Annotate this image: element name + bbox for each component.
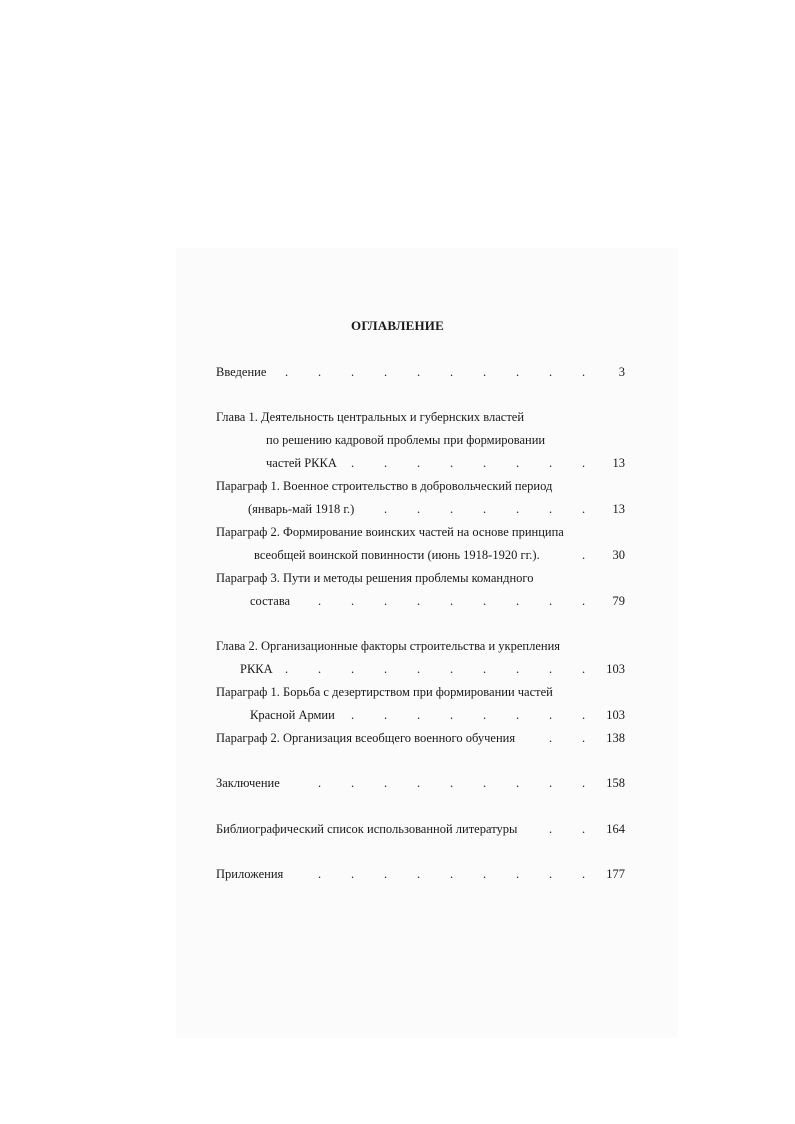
toc-entry-chapter-1: Глава 1. Деятельность центральных и губернских властей: [216, 410, 525, 424]
toc-entry-introduction: Введение: [216, 365, 267, 379]
toc-page-number: 158: [606, 776, 625, 790]
toc-entry-section-1-3-cont: состава: [250, 594, 291, 608]
leader-dot: .: [549, 662, 553, 676]
leader-dot: .: [351, 594, 355, 608]
leader-dot: .: [384, 502, 388, 516]
toc-entry-section-1-1-cont: (январь-май 1918 г.): [248, 502, 355, 516]
leader-dot: .: [384, 662, 388, 676]
toc-entry-section-1-1: Параграф 1. Военное строительство в добровольческий период: [216, 479, 553, 493]
leader-dot: .: [417, 594, 421, 608]
leader-dot: .: [384, 776, 388, 790]
leader-dot: .: [450, 776, 454, 790]
leader-dot: .: [483, 662, 487, 676]
leader-dot: .: [582, 365, 586, 379]
leader-dot: .: [318, 867, 322, 881]
leader-dot: .: [516, 708, 520, 722]
leader-dot: .: [450, 502, 454, 516]
leader-dot: .: [483, 776, 487, 790]
leader-dot: .: [318, 776, 322, 790]
toc-page-number: 79: [612, 594, 625, 608]
leader-dot: .: [450, 662, 454, 676]
page-title: ОГЛАВЛЕНИЕ: [351, 318, 444, 333]
leader-dot: .: [384, 708, 388, 722]
leader-dot: .: [516, 662, 520, 676]
leader-dot: .: [549, 731, 553, 745]
leader-dot: .: [417, 776, 421, 790]
leader-dot: .: [516, 456, 520, 470]
leader-dot: .: [450, 708, 454, 722]
toc-page-number: 177: [606, 867, 625, 881]
leader-dot: .: [318, 594, 322, 608]
toc-page-number: 138: [606, 731, 625, 745]
leader-dot: .: [417, 662, 421, 676]
leader-dot: .: [450, 365, 454, 379]
leader-dot: .: [516, 502, 520, 516]
leader-dot: .: [351, 456, 355, 470]
leader-dot: .: [318, 365, 322, 379]
leader-dot: .: [549, 365, 553, 379]
toc-entry-chapter-1-cont: частей РККА: [266, 456, 337, 470]
leader-dot: .: [417, 502, 421, 516]
toc-page-number: 164: [606, 822, 625, 836]
leader-dot: .: [351, 365, 355, 379]
toc-entry-chapter-2-cont: РККА: [240, 662, 273, 676]
leader-dot: .: [417, 456, 421, 470]
toc-entry-chapter-2: Глава 2. Организационные факторы строительства и укрепления: [216, 639, 561, 653]
leader-dot: .: [549, 594, 553, 608]
leader-dot: .: [417, 708, 421, 722]
leader-dot: .: [516, 594, 520, 608]
leader-dot: .: [318, 662, 322, 676]
leader-dot: .: [582, 776, 586, 790]
leader-dot: .: [450, 456, 454, 470]
leader-dot: .: [351, 708, 355, 722]
toc-page-number: 13: [612, 502, 625, 516]
leader-dot: .: [483, 502, 487, 516]
toc-entry-section-2-1: Параграф 1. Борьба с дезертирством при формировании частей: [216, 685, 553, 699]
leader-dot: .: [384, 456, 388, 470]
leader-dot: .: [450, 594, 454, 608]
leader-dot: .: [549, 776, 553, 790]
toc-entry-section-2-2: Параграф 2. Организация всеобщего военного обучения: [216, 731, 516, 745]
leader-dot: .: [516, 365, 520, 379]
leader-dot: .: [483, 708, 487, 722]
toc-page-number: 3: [618, 365, 625, 379]
leader-dot: .: [384, 867, 388, 881]
leader-dot: .: [516, 776, 520, 790]
leader-dot: .: [549, 708, 553, 722]
toc-page-number: 103: [606, 662, 625, 676]
leader-dot: .: [417, 365, 421, 379]
toc-page-number: 103: [606, 708, 625, 722]
leader-dot: .: [351, 776, 355, 790]
leader-dot: .: [483, 365, 487, 379]
toc-entry-conclusion: Заключение: [216, 776, 280, 790]
toc-entry-section-1-3: Параграф 3. Пути и методы решения проблемы командного: [216, 571, 534, 585]
toc-entry-section-1-2: Параграф 2. Формирование воинских частей на основе принципа: [216, 525, 564, 539]
leader-dot: .: [582, 456, 586, 470]
leader-dot: .: [351, 662, 355, 676]
toc-page-number: 13: [612, 456, 625, 470]
leader-dot: .: [582, 867, 586, 881]
leader-dot: .: [549, 456, 553, 470]
leader-dot: .: [582, 662, 586, 676]
leader-dot: .: [483, 456, 487, 470]
leader-dot: .: [450, 867, 454, 881]
leader-dot: .: [516, 867, 520, 881]
leader-dot: .: [582, 548, 586, 562]
leader-dot: .: [351, 867, 355, 881]
leader-dot: .: [417, 867, 421, 881]
leader-dot: .: [549, 822, 553, 836]
toc-entry-bibliography: Библиографический список использованной литературы: [216, 822, 518, 836]
leader-dot: .: [549, 867, 553, 881]
toc-entry-appendices: Приложения: [216, 867, 284, 881]
toc-entry-section-1-2-cont: всеобщей воинской повинности (июнь 1918-1920 гг.).: [254, 548, 540, 562]
leader-dot: .: [384, 594, 388, 608]
toc-entry-section-2-1-cont: Красной Армии: [250, 708, 335, 722]
toc-entry-chapter-1-cont: по решению кадровой проблемы при формировании: [266, 433, 546, 447]
leader-dot: .: [285, 662, 289, 676]
toc-page-number: 30: [612, 548, 625, 562]
leader-dot: .: [582, 822, 586, 836]
leader-dot: .: [285, 365, 289, 379]
leader-dot: .: [582, 708, 586, 722]
leader-dot: .: [384, 365, 388, 379]
leader-dot: .: [483, 867, 487, 881]
leader-dot: .: [582, 731, 586, 745]
leader-dot: .: [549, 502, 553, 516]
leader-dot: .: [582, 594, 586, 608]
leader-dot: .: [483, 594, 487, 608]
leader-dot: .: [582, 502, 586, 516]
